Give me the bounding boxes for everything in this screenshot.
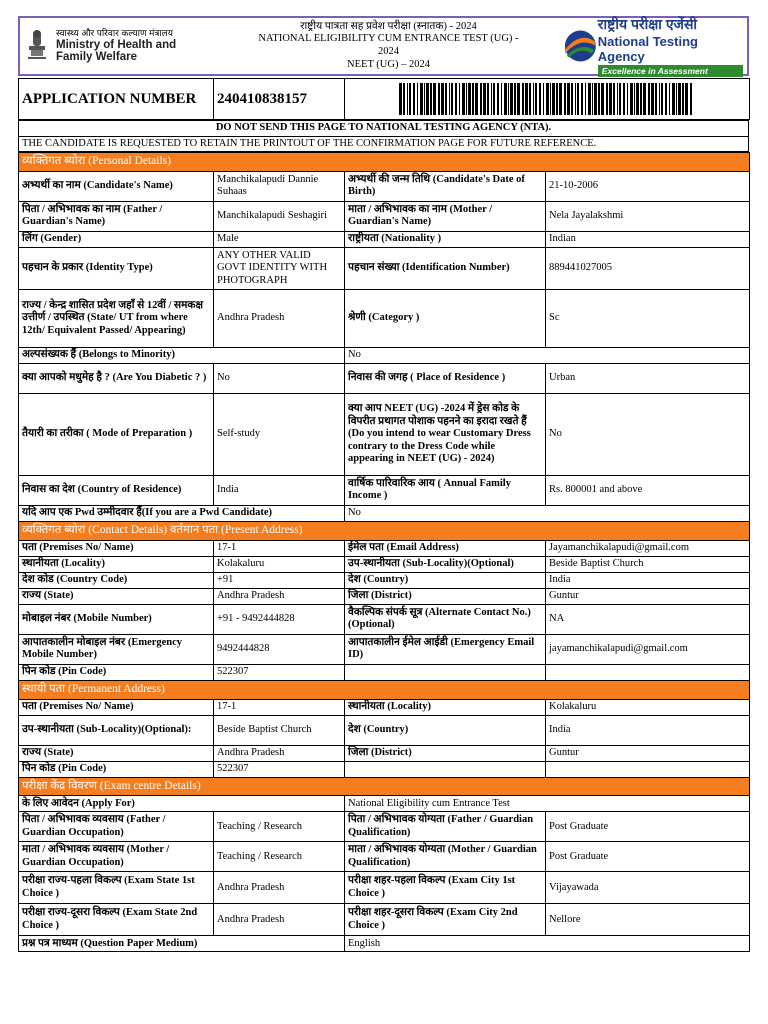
barcode-bar [678, 83, 681, 115]
value-country-of-residence: India [214, 475, 345, 505]
barcode-bar [508, 83, 509, 115]
label-identity-type: पहचान के प्रकार (Identity Type) [19, 247, 214, 289]
label-permanent-country: देश (Country) [345, 715, 546, 745]
label-present-state: राज्य (State) [19, 588, 214, 604]
barcode-bar [417, 83, 418, 115]
label-exam-state-2: परीक्षा राज्य-दूसरा विकल्प (Exam State 2nd Choice ) [19, 904, 214, 936]
label-category: श्रेणी (Category ) [345, 289, 546, 347]
value-mobile: +91 - 9492444828 [214, 604, 345, 634]
exam-title-hindi: राष्ट्रीय पात्रता सह प्रवेश परीक्षा (स्नातक) - 2024 [300, 20, 477, 32]
label-date-of-birth: अभ्यर्थी की जन्म तिथि (Candidate's Date of Birth) [345, 171, 546, 201]
barcode-bar [409, 83, 411, 115]
barcode-bar [606, 83, 608, 115]
nta-name-english: National Testing Agency [597, 34, 698, 64]
barcode-bar [623, 83, 625, 115]
label-customary-dress: क्या आप NEET (UG) -2024 में ड्रेस कोड के विपरीत प्रथागत पोशाक पहनने का इरादा रखते हैं (Do you intend to wear Customary Dress contrary to the Dress Code while appearing in NEET (UG) - 2024) [345, 393, 546, 475]
page-header [18, 16, 749, 76]
value-mother-occupation: Teaching / Research [214, 842, 345, 872]
label-permanent-district: जिला (District) [345, 745, 546, 761]
barcode-bar [546, 83, 549, 115]
label-permanent-locality: स्थानीयता (Locality) [345, 699, 546, 715]
barcode-bar [665, 83, 667, 115]
label-gender: लिंग (Gender) [19, 231, 214, 247]
nta-logo-icon [563, 28, 598, 64]
barcode-bar [619, 83, 621, 115]
barcode-bar [659, 83, 660, 115]
barcode-bar [627, 83, 628, 115]
barcode-bar [483, 83, 486, 115]
empty-cell [345, 761, 546, 777]
value-apply-for: National Eligibility cum Entrance Test [345, 796, 750, 812]
ministry-block [20, 28, 214, 64]
barcode-bar [430, 83, 432, 115]
label-father-name: पिता / अभिभावक का नाम (Father / Guardian's Name) [19, 201, 214, 231]
barcode-bar [634, 83, 635, 115]
barcode-bar [690, 83, 692, 115]
barcode-bar [648, 83, 650, 115]
label-exam-city-2: परीक्षा शहर-दूसरा विकल्प (Exam City 2nd Choice ) [345, 904, 546, 936]
barcode-bar [491, 83, 492, 115]
label-diabetic: क्या आपको मधुमेह है ? (Are You Diabetic ? ) [19, 363, 214, 393]
value-emergency-email: jayamanchikalapudi@gmail.com [546, 634, 750, 664]
label-pwd: यदि आप एक Pwd उम्मीदवार हैं(If you are a Pwd Candidate) [19, 505, 345, 521]
label-country-code: देश कोड (Country Code) [19, 572, 214, 588]
exam-title-line1: NATIONAL ELIGIBILITY CUM ENTRANCE TEST (UG) - [258, 33, 519, 45]
barcode-bar [462, 83, 465, 115]
value-exam-state-2: Andhra Pradesh [214, 904, 345, 936]
barcode-bar [564, 83, 566, 115]
label-father-qualification: पिता / अभिभावक योग्यता (Father / Guardian Qualification) [345, 812, 546, 842]
barcode-bar [514, 83, 516, 115]
barcode-bar [517, 83, 520, 115]
barcode-bar [609, 83, 612, 115]
barcode-bar [571, 83, 573, 115]
notice-table [18, 120, 749, 152]
label-identification-number: पहचान संख्या (Identification Number) [345, 247, 546, 289]
barcode-bar [480, 83, 482, 115]
value-father-qualification: Post Graduate [546, 812, 750, 842]
barcode-bar [459, 83, 460, 115]
label-mother-name: माता / अभिभावक का नाम (Mother / Guardian's Name) [345, 201, 546, 231]
value-customary-dress: No [546, 393, 750, 475]
ministry-hindi: स्वास्थ्य और परिवार कल्याण मंत्रालय [56, 28, 173, 39]
barcode-bar [535, 83, 537, 115]
barcode-bar [575, 83, 576, 115]
barcode-bar [676, 83, 677, 115]
label-present-pin: पिन कोड (Pin Code) [19, 664, 214, 680]
application-number-value: 240410838157 [214, 79, 345, 120]
national-emblem-icon [24, 28, 50, 64]
label-minority: अल्पसंख्यक हैं (Belongs to Minority) [19, 347, 345, 363]
value-permanent-premises: 17-1 [214, 699, 345, 715]
label-permanent-pin: पिन कोड (Pin Code) [19, 761, 214, 777]
barcode-bar [399, 83, 402, 115]
label-candidate-name: अभ्यर्थी का नाम (Candidate's Name) [19, 171, 214, 201]
barcode-bar [617, 83, 618, 115]
barcode-cell [345, 79, 750, 120]
value-exam-state-1: Andhra Pradesh [214, 872, 345, 904]
label-present-country: देश (Country) [345, 572, 546, 588]
label-mode-of-preparation: तैयारी का तरीका ( Mode of Preparation ) [19, 393, 214, 475]
barcode-bar [585, 83, 586, 115]
value-candidate-name: Manchikalapudi Dannie Suhaas [214, 171, 345, 201]
value-diabetic: No [214, 363, 345, 393]
value-present-locality: Kolakaluru [214, 556, 345, 572]
barcode-bar [539, 83, 541, 115]
barcode-bar [581, 83, 583, 115]
barcode-bar [588, 83, 591, 115]
barcode-bar [475, 83, 478, 115]
value-exam-city-1: Vijayawada [546, 872, 750, 904]
barcode-bar [441, 83, 444, 115]
value-exam-city-2: Nellore [546, 904, 750, 936]
empty-cell [345, 664, 546, 680]
value-permanent-pin: 522307 [214, 761, 345, 777]
barcode-bar [598, 83, 600, 115]
label-place-of-residence: निवास की जगह ( Place of Residence ) [345, 363, 546, 393]
exam-title-line2: 2024 [378, 46, 399, 57]
exam-title-block [214, 21, 563, 71]
value-permanent-district: Guntur [546, 745, 750, 761]
ministry-name-line1: Ministry of Health and [56, 38, 177, 51]
section-contact-details: व्यक्तिगत ब्योरा (Contact Details) वर्तमान पता (Present Address) [19, 521, 750, 540]
value-pwd: No [345, 505, 750, 521]
value-present-district: Guntur [546, 588, 750, 604]
empty-cell [546, 761, 750, 777]
barcode-bar [510, 83, 513, 115]
barcode-bar [533, 83, 534, 115]
barcode-bar [640, 83, 642, 115]
nta-tagline: Excellence in Assessment [598, 65, 743, 77]
barcode-bar [577, 83, 579, 115]
barcode-bar [601, 83, 604, 115]
nta-logo [563, 15, 747, 77]
label-mother-qualification: माता / अभिभावक योग्यता (Mother / Guardian Qualification) [345, 842, 546, 872]
value-emergency-mobile: 9492444828 [214, 634, 345, 664]
value-question-paper-medium: English [345, 936, 750, 952]
barcode-bar [438, 83, 440, 115]
barcode-bar [682, 83, 684, 115]
section-personal-details: व्यक्तिगत ब्योरा (Personal Details) [19, 153, 750, 172]
value-present-country: India [546, 572, 750, 588]
barcode-bar [594, 83, 597, 115]
barcode-bar [504, 83, 507, 115]
label-state-12th: राज्य / केन्द्र शासित प्रदेश जहाँ से 12वीं / समकक्ष उत्तीर्ण / उपस्थित (State/ UT from where 12th/ Equivalent Passed/ Appearing) [19, 289, 214, 347]
label-permanent-premises: पता (Premises No/ Name) [19, 699, 214, 715]
value-present-premises: 17-1 [214, 540, 345, 556]
barcode-bar [403, 83, 405, 115]
value-gender: Male [214, 231, 345, 247]
empty-cell [546, 664, 750, 680]
label-email: ईमेल पता (Email Address) [345, 540, 546, 556]
label-present-locality: स्थानीयता (Locality) [19, 556, 214, 572]
value-state-12th: Andhra Pradesh [214, 289, 345, 347]
value-mode-of-preparation: Self-study [214, 393, 345, 475]
barcode-bar [661, 83, 663, 115]
barcode-bar [413, 83, 415, 115]
barcode-bar [426, 83, 429, 115]
value-father-name: Manchikalapudi Seshagiri [214, 201, 345, 231]
barcode-bar [550, 83, 551, 115]
value-present-state: Andhra Pradesh [214, 588, 345, 604]
barcode-bar [636, 83, 639, 115]
confirmation-page [18, 16, 749, 952]
value-date-of-birth: 21-10-2006 [546, 171, 750, 201]
barcode-bar [669, 83, 670, 115]
barcode-bar [449, 83, 450, 115]
barcode-bar [493, 83, 495, 115]
value-country-code: +91 [214, 572, 345, 588]
barcode-bar [424, 83, 425, 115]
barcode-bar [522, 83, 524, 115]
value-identity-type: ANY OTHER VALID GOVT IDENTITY WITH PHOTOGRAPH [214, 247, 345, 289]
application-number-table [18, 78, 750, 120]
barcode-bar [685, 83, 688, 115]
value-permanent-state: Andhra Pradesh [214, 745, 345, 761]
value-email: Jayamanchikalapudi@gmail.com [546, 540, 750, 556]
barcode-bar [559, 83, 562, 115]
label-permanent-sublocality: उप-स्थानीयता (Sub-Locality)(Optional): [19, 715, 214, 745]
barcode-bar [552, 83, 555, 115]
value-mother-qualification: Post Graduate [546, 842, 750, 872]
value-identification-number: 889441027005 [546, 247, 750, 289]
section-exam-centre: परीक्षा केंद्र विवरण (Exam centre Details) [19, 777, 750, 796]
label-mobile: मोबाइल नंबर (Mobile Number) [19, 604, 214, 634]
barcode-bar [556, 83, 558, 115]
barcode-bar [420, 83, 423, 115]
nta-name-hindi: राष्ट्रीय परीक्षा एजेंसी [597, 16, 698, 32]
barcode-bar [525, 83, 528, 115]
barcode-bar [529, 83, 531, 115]
value-present-pin: 522307 [214, 664, 345, 680]
value-permanent-sublocality: Beside Baptist Church [214, 715, 345, 745]
label-country-of-residence: निवास का देश (Country of Residence) [19, 475, 214, 505]
label-permanent-state: राज्य (State) [19, 745, 214, 761]
barcode-bar [455, 83, 457, 115]
label-alternate-contact: वैकल्पिक संपर्क सूत्र (Alternate Contact No.) (Optional) [345, 604, 546, 634]
label-annual-income: वार्षिक पारिवारिक आय ( Annual Family Income ) [345, 475, 546, 505]
label-question-paper-medium: प्रश्न पत्र माध्यम (Question Paper Medium) [19, 936, 345, 952]
barcode-bar [613, 83, 615, 115]
barcode-image [399, 83, 695, 115]
label-exam-city-1: परीक्षा शहर-पहला विकल्प (Exam City 1st Choice ) [345, 872, 546, 904]
barcode-bar [655, 83, 657, 115]
barcode-bar [567, 83, 570, 115]
barcode-bar [466, 83, 467, 115]
barcode-bar [543, 83, 544, 115]
value-mother-name: Nela Jayalakshmi [546, 201, 750, 231]
value-annual-income: Rs. 800001 and above [546, 475, 750, 505]
value-nationality: Indian [546, 231, 750, 247]
label-exam-state-1: परीक्षा राज्य-पहला विकल्प (Exam State 1st Choice ) [19, 872, 214, 904]
barcode-bar [592, 83, 593, 115]
value-present-sublocality: Beside Baptist Church [546, 556, 750, 572]
label-present-premises: पता (Premises No/ Name) [19, 540, 214, 556]
barcode-bar [407, 83, 408, 115]
value-place-of-residence: Urban [546, 363, 750, 393]
barcode-bar [468, 83, 471, 115]
barcode-bar [472, 83, 474, 115]
value-minority: No [345, 347, 750, 363]
value-father-occupation: Teaching / Research [214, 812, 345, 842]
value-permanent-locality: Kolakaluru [546, 699, 750, 715]
label-emergency-email: आपातकालीन ईमेल आईडी (Emergency Email ID) [345, 634, 546, 664]
barcode-bar [497, 83, 499, 115]
barcode-bar [433, 83, 436, 115]
barcode-bar [451, 83, 453, 115]
barcode-bar [487, 83, 489, 115]
retain-printout-notice: THE CANDIDATE IS REQUESTED TO RETAIN THE PRINTOUT OF THE CONFIRMATION PAGE FOR FUTURE REFERENCE. [19, 136, 749, 152]
label-emergency-mobile: आपातकालीन मोबाइल नंबर (Emergency Mobile Number) [19, 634, 214, 664]
section-permanent-address: स्थायी पता (Permanent Address) [19, 680, 750, 699]
barcode-bar [630, 83, 633, 115]
barcode-bar [501, 83, 502, 115]
label-mother-occupation: माता / अभिभावक व्यवसाय (Mother / Guardian Occupation) [19, 842, 214, 872]
application-number-label: APPLICATION NUMBER [19, 79, 214, 120]
label-present-sublocality: उप-स्थानीयता (Sub-Locality)(Optional) [345, 556, 546, 572]
label-nationality: राष्ट्रीयता (Nationality ) [345, 231, 546, 247]
barcode-bar [643, 83, 646, 115]
label-present-district: जिला (District) [345, 588, 546, 604]
label-father-occupation: पिता / अभिभावक व्यवसाय (Father / Guardian Occupation) [19, 812, 214, 842]
value-permanent-country: India [546, 715, 750, 745]
barcode-bar [651, 83, 654, 115]
ministry-name-line2: Family Welfare [56, 50, 137, 63]
do-not-send-notice: DO NOT SEND THIS PAGE TO NATIONAL TESTING AGENCY (NTA). [19, 121, 749, 137]
label-apply-for: के लिए आवेदन (Apply For) [19, 796, 345, 812]
value-category: Sc [546, 289, 750, 347]
details-table [18, 152, 750, 952]
barcode-bar [445, 83, 447, 115]
value-alternate-contact: NA [546, 604, 750, 634]
exam-title-line3: NEET (UG) – 2024 [347, 58, 430, 70]
barcode-bar [672, 83, 675, 115]
